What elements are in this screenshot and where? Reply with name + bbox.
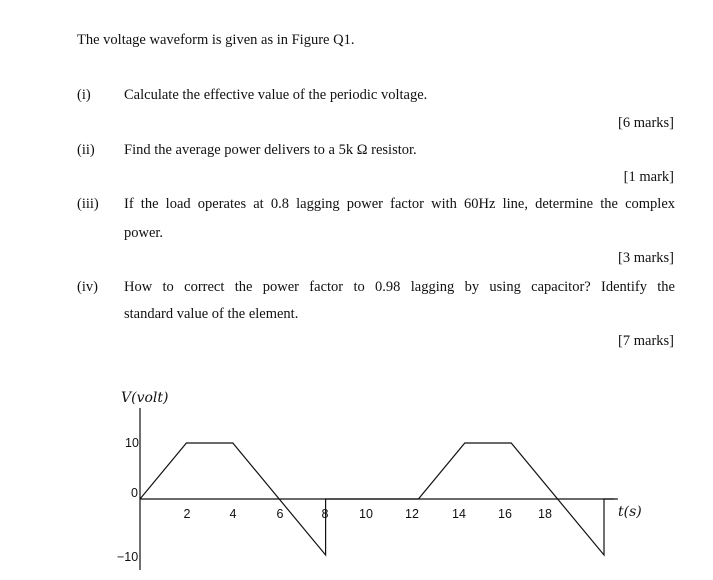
y-tick-label-0: 0 [131, 486, 138, 500]
question-label-iv: (iv) [77, 279, 98, 295]
marks-iii: [3 marks] [618, 250, 674, 266]
question-text-iv-line2: standard value of the element. [124, 306, 299, 322]
x-tick-label-8: 8 [321, 507, 329, 521]
x-tick-label-2: 2 [183, 507, 191, 521]
question-text-iii-line2: power. [124, 225, 164, 241]
x-axis-title: t(s) [618, 504, 642, 520]
marks-i: [6 marks] [618, 115, 674, 131]
intro-text: The voltage waveform is given as in Figure Q1. [77, 32, 355, 48]
x-tick-label-4: 4 [229, 507, 237, 521]
question-text-ii: Find the average power delivers to a 5k Ω resistor. [124, 142, 417, 158]
marks-iv: [7 marks] [618, 333, 674, 349]
question-text-i: Calculate the effective value of the periodic voltage. [124, 87, 428, 103]
question-label-iii: (iii) [77, 196, 99, 212]
question-label-i: (i) [77, 87, 91, 103]
question-text-iv-line1: How to correct the power factor to 0.98 lagging by using capacitor? Identify the [124, 279, 675, 295]
question-label-ii: (ii) [77, 142, 95, 158]
y-axis-title: V(volt) [121, 390, 169, 406]
x-tick-label-12: 12 [405, 507, 419, 521]
x-tick-label-14: 14 [452, 507, 466, 521]
x-tick-label-16: 16 [498, 507, 512, 521]
question-text-iii-line1: If the load operates at 0.8 lagging power factor with 60Hz line, determine the complex [124, 196, 675, 212]
marks-ii: [1 mark] [623, 169, 674, 185]
y-tick-label-neg10: −10 [117, 550, 139, 564]
y-tick-label-10: 10 [125, 436, 139, 450]
x-tick-label-10: 10 [359, 507, 373, 521]
x-tick-label-18: 18 [538, 507, 552, 521]
x-tick-label-6: 6 [276, 507, 284, 521]
